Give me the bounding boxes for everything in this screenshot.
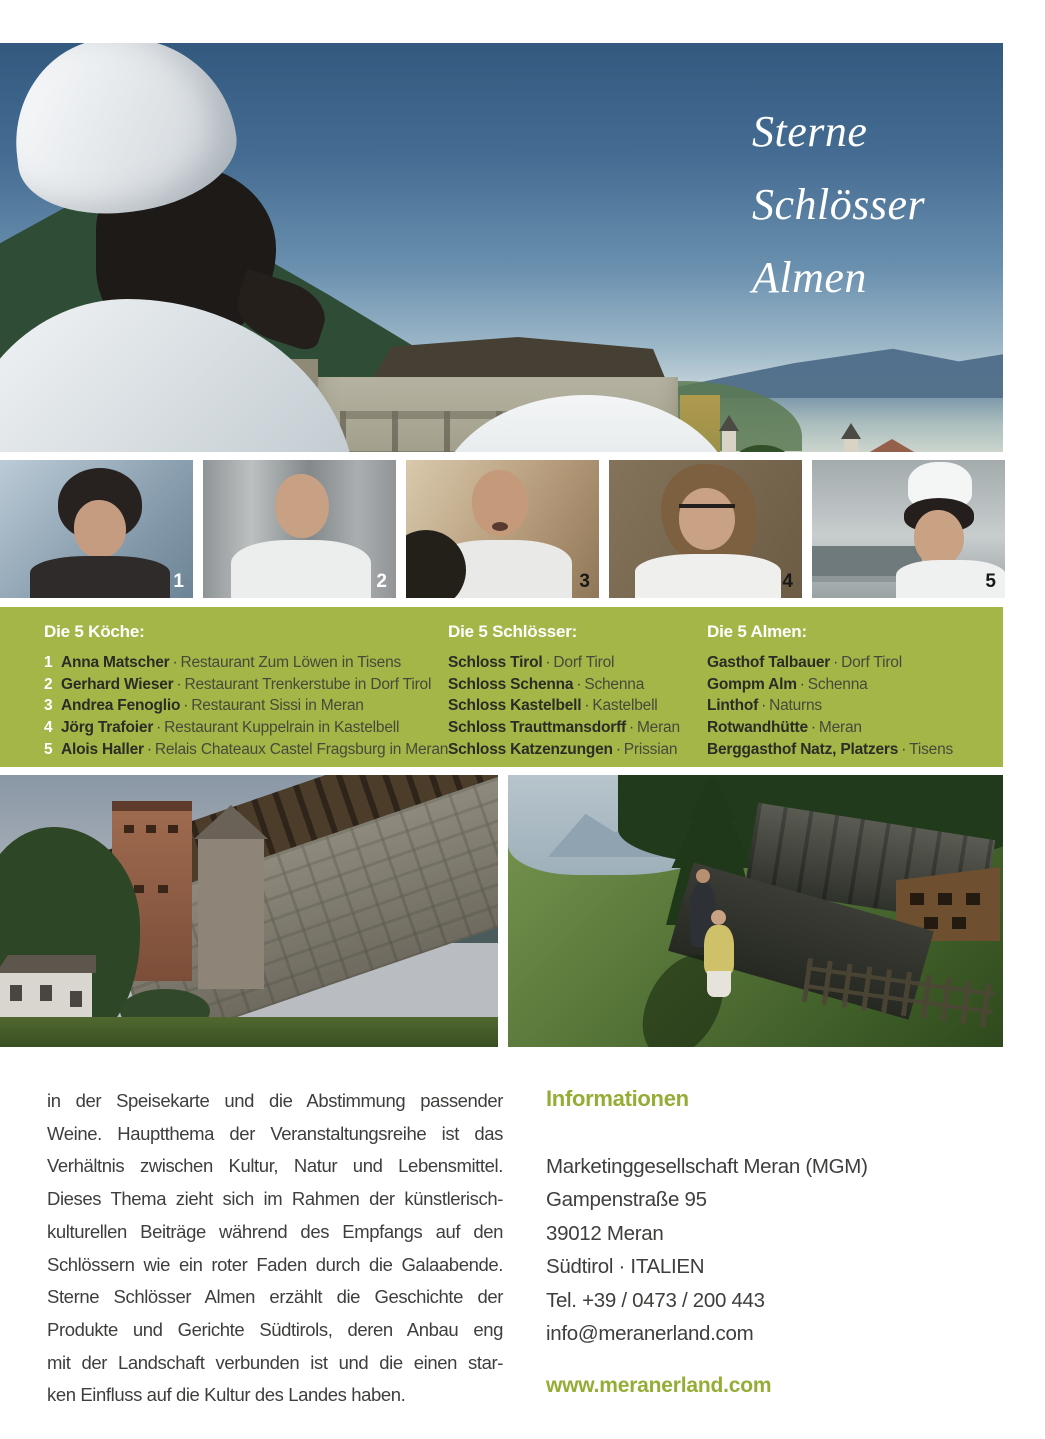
chef-torso [635, 554, 781, 598]
item-name: Berggasthof Natz, Platzers [707, 740, 899, 758]
item-name: Schloss Kastelbell [448, 697, 582, 715]
item-separator: · [172, 653, 178, 671]
item-desc: Restaurant Kuppelrain in Kastelbell [164, 719, 400, 737]
item-desc: Relais Chateaux Castel Fragsburg in Meran [154, 740, 449, 758]
koeche-item [44, 674, 448, 696]
item-name: Schloss Schenna [448, 675, 574, 693]
chef-photo-4 [609, 460, 802, 598]
item-desc: Meran [818, 719, 862, 737]
item-separator: · [146, 740, 152, 758]
hero-image [0, 43, 1003, 452]
item-desc: Restaurant Trenkerstube in Dorf Tirol [184, 675, 432, 693]
paragraph-line: Schlössern wie ein roter Faden durch die Galaabende. [47, 1253, 503, 1275]
column-heading: Die 5 Almen: [707, 622, 807, 641]
item-separator: · [629, 719, 634, 737]
paragraph-line: Weine. Hauptthema der Veranstaltungsreihe ist das [47, 1122, 503, 1144]
chef-face [679, 488, 735, 550]
info-bar [0, 607, 1003, 767]
item-number: 1 [44, 653, 53, 671]
alm-photo [508, 775, 1003, 1047]
item-name: Alois Haller [61, 740, 144, 758]
chef-photo-2 [203, 460, 396, 598]
photo-number: 3 [579, 571, 590, 592]
contact-line: Südtirol · ITALIEN [546, 1255, 705, 1279]
item-separator: · [615, 740, 621, 758]
info-column [546, 1086, 966, 1398]
photo-number: 2 [376, 571, 387, 592]
photo-number: 1 [173, 571, 184, 592]
item-separator: · [576, 675, 582, 693]
church-tower [844, 439, 858, 452]
foreground-blur [406, 530, 466, 598]
contact-block [546, 1150, 966, 1350]
koeche-item [44, 717, 448, 739]
title-line: Almen [752, 253, 867, 302]
item-name: Linthof [707, 697, 759, 715]
alm-item [707, 652, 953, 674]
item-separator: · [901, 740, 907, 758]
lawn [0, 1017, 498, 1047]
paragraph-line: Verhältnis zwischen Kultur, Natur und Lebensmittel. [47, 1155, 503, 1177]
schloesser-column [448, 621, 680, 761]
item-name: Andrea Fenoglio [61, 697, 181, 715]
chef-mouth [492, 522, 508, 531]
alm-item [707, 739, 953, 761]
chef-torso [30, 556, 170, 598]
item-desc: Restaurant Sissi in Meran [191, 697, 364, 715]
schloss-item [448, 717, 680, 739]
almen-column [707, 621, 953, 761]
item-name: Gompm Alm [707, 675, 797, 693]
paragraph-line: ken Einfluss auf die Kultur des Landes haben. [47, 1384, 406, 1406]
schloss-item [448, 739, 680, 761]
contact-line: Tel. +39 / 0473 / 200 443 [546, 1288, 765, 1312]
item-name: Jörg Trafoier [61, 719, 154, 737]
item-number: 3 [44, 697, 53, 715]
item-name: Schloss Trauttmansdorff [448, 719, 626, 737]
item-separator: · [761, 697, 767, 715]
item-desc: Restaurant Zum Löwen in Tisens [180, 653, 402, 671]
item-separator: · [545, 653, 551, 671]
castle-tower-gray [198, 839, 264, 989]
item-separator: · [176, 675, 182, 693]
article-paragraph [47, 1085, 503, 1412]
paragraph-line: Sterne Schlösser Almen erzählt die Geschichte der [47, 1286, 503, 1308]
item-desc: Tisens [909, 740, 954, 758]
schloss-item [448, 674, 680, 696]
item-desc: Prissian [623, 740, 678, 758]
chef-photo-1 [0, 460, 193, 598]
koeche-item [44, 739, 448, 761]
column-heading: Die 5 Köche: [44, 622, 145, 641]
paragraph-line: kulturellen Beiträge während des Empfangs auf den [47, 1220, 503, 1242]
title-line: Sterne [752, 107, 868, 156]
photo-number: 5 [985, 571, 996, 592]
alm-item [707, 674, 953, 696]
item-number: 5 [44, 740, 53, 758]
koeche-item [44, 652, 448, 674]
title-line: Schlösser [752, 180, 926, 229]
item-separator: · [833, 653, 839, 671]
item-name: Anna Matscher [61, 653, 170, 671]
item-name: Schloss Tirol [448, 653, 543, 671]
castle-photo [0, 775, 498, 1047]
contact-line: Gampenstraße 95 [546, 1188, 707, 1212]
chef-face [275, 474, 329, 538]
contact-line: 39012 Meran [546, 1221, 664, 1245]
glasses [679, 504, 735, 516]
item-name: Rotwandhütte [707, 719, 808, 737]
item-desc: Schenna [584, 675, 645, 693]
schloss-item [448, 652, 680, 674]
paragraph-line: Produkte und Gerichte Südtirols, deren Anbau eng [47, 1318, 503, 1340]
item-name: Gasthof Talbauer [707, 653, 831, 671]
koeche-item [44, 695, 448, 717]
item-desc: Kastelbell [592, 697, 658, 715]
item-number: 2 [44, 675, 53, 693]
photo-number: 4 [782, 571, 793, 592]
schloss-item [448, 695, 680, 717]
contact-line: Marketinggesellschaft Meran (MGM) [546, 1155, 868, 1178]
hiker [704, 925, 734, 975]
column-heading: Die 5 Schlösser: [448, 622, 578, 641]
church-tower [722, 431, 736, 452]
item-desc: Dorf Tirol [841, 653, 902, 671]
item-name: Gerhard Wieser [61, 675, 174, 693]
paragraph-line: mit der Landschaft verbunden ist und die einen star- [47, 1351, 503, 1373]
alm-item [707, 695, 953, 717]
item-number: 4 [44, 719, 53, 737]
chefs-photo-strip [0, 460, 1005, 598]
website-link[interactable]: www.meranerland.com [546, 1374, 772, 1398]
info-heading: Informationen [546, 1086, 689, 1111]
item-name: Schloss Katzenzungen [448, 740, 613, 758]
item-desc: Meran [636, 719, 680, 737]
chef-torso [231, 540, 371, 598]
paragraph-line: in der Speisekarte und die Abstimmung passender [47, 1090, 503, 1111]
item-separator: · [810, 719, 816, 737]
item-separator: · [799, 675, 805, 693]
item-separator: · [183, 697, 189, 715]
koeche-column [44, 621, 448, 761]
alm-item [707, 717, 953, 739]
paragraph-line: Dieses Thema zieht sich im Rahmen der künstlerisch- [47, 1188, 503, 1210]
item-desc: Naturns [769, 697, 822, 715]
item-separator: · [584, 697, 590, 715]
page-title [752, 95, 925, 314]
chef-face [74, 500, 126, 558]
item-separator: · [156, 719, 162, 737]
chef-face [914, 510, 964, 566]
tree [728, 445, 798, 452]
item-desc: Schenna [807, 675, 868, 693]
item-desc: Dorf Tirol [553, 653, 615, 671]
chef-photo-3 [406, 460, 599, 598]
chef-photo-5 [812, 460, 1005, 598]
contact-email[interactable]: info@meranerland.com [546, 1322, 754, 1346]
